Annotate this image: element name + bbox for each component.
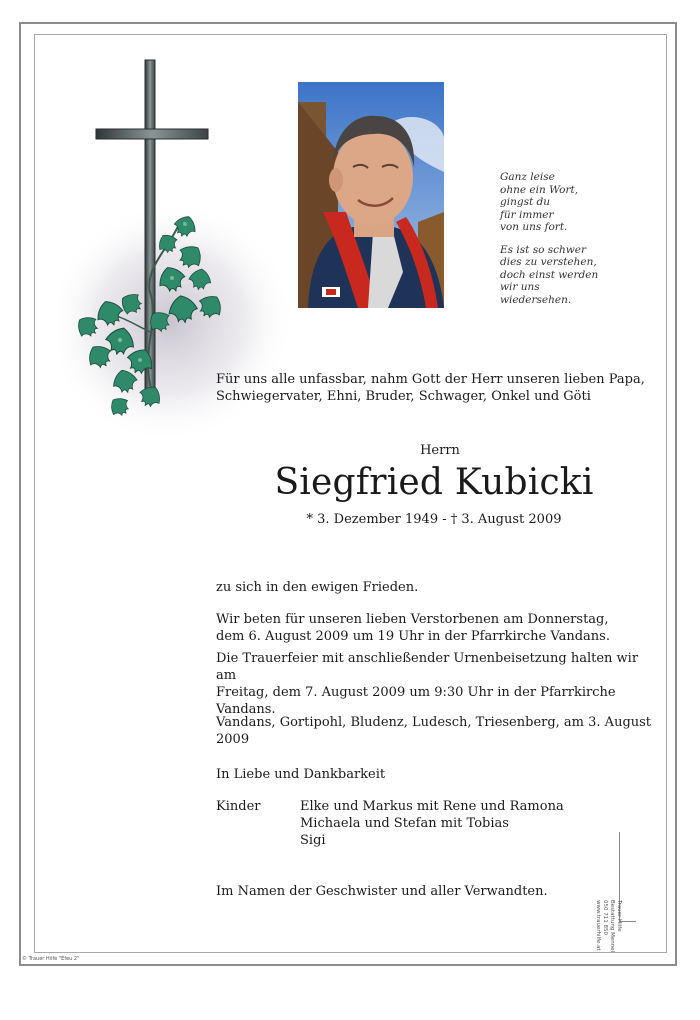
stamp-line: 050 711 850	[602, 900, 608, 935]
relatives-line: Im Namen der Geschwister und aller Verwandten.	[216, 884, 548, 899]
poem-line: für immer	[500, 208, 554, 221]
prayer-text	[216, 611, 656, 645]
funeral-text	[216, 650, 656, 718]
peace-text	[216, 579, 656, 596]
intro-line-1: Für uns alle unfassbar, nahm Gott der Herr unseren lieben Papa,	[216, 372, 645, 387]
closing-text	[216, 766, 656, 783]
family-label: Kinder	[216, 799, 261, 814]
stamp-line: Trauer Hilfe	[616, 900, 622, 932]
family-names	[300, 798, 630, 849]
copyright-footer: © Trauer Hilfe "Efeu 2"	[22, 956, 80, 962]
poem-stanza-1	[500, 171, 640, 234]
poem-line: doch einst werden	[500, 268, 599, 281]
poem-line: dies zu verstehen,	[500, 256, 597, 268]
funeral-line-2: Freitag, dem 7. August 2009 um 9:30 Uhr in der Pfarrkirche Vandans.	[216, 685, 616, 717]
peace-line: zu sich in den ewigen Frieden.	[216, 580, 419, 595]
poem-line: wir uns	[500, 281, 540, 293]
poem-line: von uns fort.	[500, 221, 568, 233]
poem-line: Es ist so schwer	[500, 243, 586, 256]
portrait-photo	[298, 82, 444, 308]
intro-text	[216, 371, 646, 405]
family-member: Sigi	[300, 833, 326, 848]
prayer-line-1: Wir beten für unseren lieben Verstorbenen am Donnerstag,	[216, 612, 609, 627]
salutation: Herrn	[420, 443, 460, 458]
stamp-line: Bestattung Mennel	[609, 900, 615, 953]
poem-line: wiedersehen.	[500, 293, 572, 306]
place-date	[216, 714, 656, 748]
poem-line: Ganz leise	[500, 171, 555, 183]
poem-stanza-2	[500, 244, 640, 307]
deceased-name: Siegfried Kubicki	[274, 462, 594, 503]
intro-line-2: Schwiegervater, Ehni, Bruder, Schwager, Onkel und Göti	[216, 389, 591, 404]
family-member: Michaela und Stefan mit Tobias	[300, 816, 509, 831]
life-dates: * 3. Dezember 1949 - † 3. August 2009	[306, 512, 562, 527]
place-date-line: Vandans, Gortipohl, Bludenz, Ludesch, Triesenberg, am 3. August 2009	[216, 715, 652, 747]
poem-line: gingst du	[500, 196, 550, 208]
poem-line: ohne ein Wort,	[500, 183, 579, 196]
closing-line: In Liebe und Dankbarkeit	[216, 767, 386, 782]
family-member: Elke und Markus mit Rene und Ramona	[300, 799, 564, 814]
prayer-line-2: dem 6. August 2009 um 19 Uhr in der Pfarrkirche Vandans.	[216, 629, 610, 644]
poem	[500, 171, 640, 316]
undertaker-stamp	[594, 900, 622, 1020]
relatives-text	[216, 883, 656, 900]
stamp-line: www.trauerhilfe.at	[595, 900, 601, 951]
funeral-line-1: Die Trauerfeier mit anschließender Urnenbeisetzung halten wir am	[216, 651, 639, 683]
